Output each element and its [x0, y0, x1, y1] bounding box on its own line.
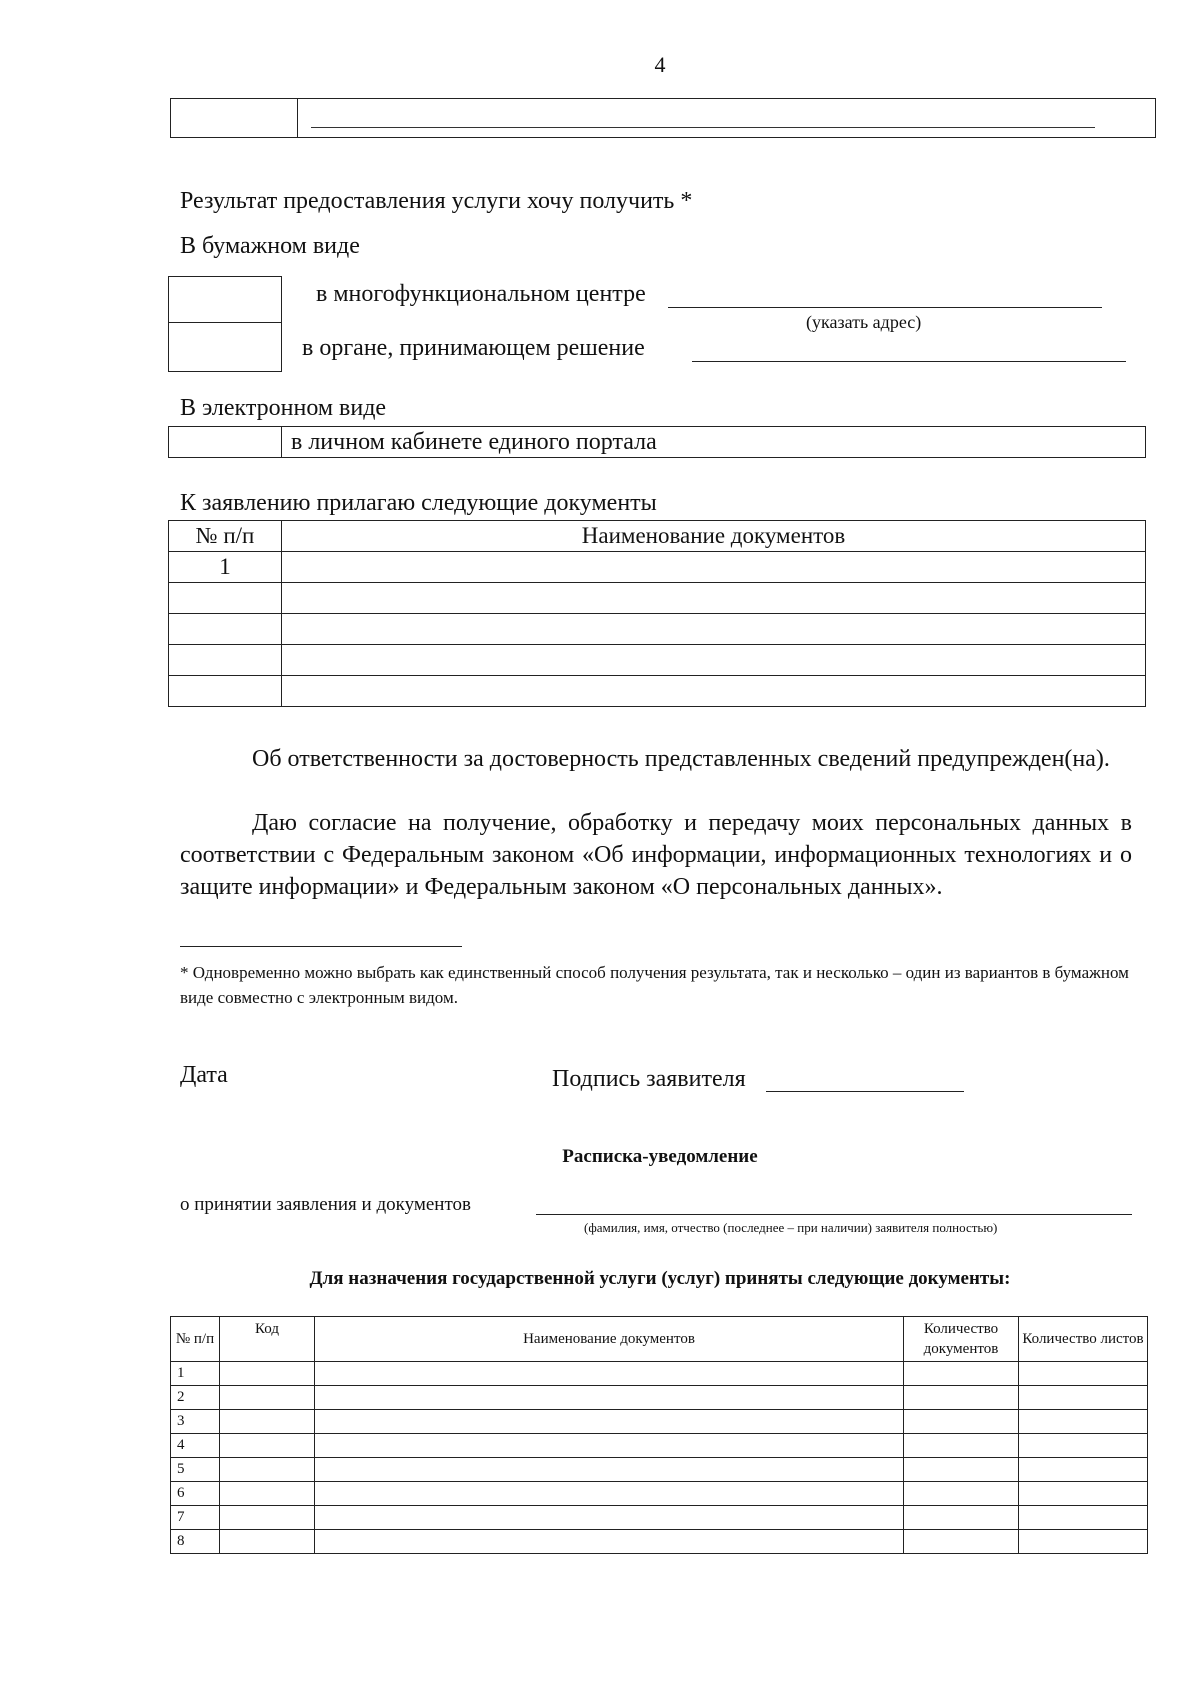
receipt-name-cell[interactable] [315, 1530, 904, 1554]
receipt-code-cell[interactable] [220, 1530, 315, 1554]
receipt-doc-count-cell[interactable] [904, 1482, 1019, 1506]
address-hint: (указать адрес) [806, 312, 922, 332]
footnote-separator [180, 946, 462, 947]
receipt-row [171, 1482, 1148, 1506]
attachment-num [169, 583, 282, 614]
receipt-col-name: Наименование документов [315, 1317, 904, 1362]
attachment-num [169, 614, 282, 645]
receipt-row [171, 1362, 1148, 1386]
receipt-sheet-count-cell[interactable] [1019, 1362, 1148, 1386]
receipt-name-cell[interactable] [315, 1434, 904, 1458]
receipt-sheet-count-cell[interactable] [1019, 1506, 1148, 1530]
receipt-doc-count-cell[interactable] [904, 1410, 1019, 1434]
responsibility-statement: Об ответственности за достоверность представленных сведений предупрежден(на). [252, 746, 1110, 772]
page-number: 4 [654, 52, 666, 77]
attachment-row [169, 552, 1146, 583]
paper-label: В бумажном виде [180, 233, 360, 259]
receipt-col-num: № п/п [171, 1317, 220, 1362]
receipt-code-cell[interactable] [220, 1458, 315, 1482]
option-portal-label: в личном кабинете единого портала [291, 429, 657, 455]
result-heading: Результат предоставления услуги хочу получить * [180, 188, 693, 214]
date-label: Дата [180, 1062, 228, 1088]
receipt-col-code: Код [220, 1317, 315, 1362]
attachments-heading: К заявлению прилагаю следующие документы [180, 490, 657, 516]
receipt-col-sheet-count: Количество листов [1019, 1317, 1148, 1362]
portal-checkbox[interactable] [168, 426, 282, 458]
applicant-name-line[interactable] [536, 1213, 1132, 1215]
receipt-title: Расписка-уведомление [562, 1146, 758, 1167]
receipt-row [171, 1506, 1148, 1530]
receipt-col-doc-count: Количество документов [904, 1317, 1019, 1362]
option-mfc-label: в многофункциональном центре [316, 281, 646, 307]
attachment-row [169, 583, 1146, 614]
receipt-doc-count-cell[interactable] [904, 1434, 1019, 1458]
receipt-name-cell[interactable] [315, 1482, 904, 1506]
receipt-subtitle: Для назначения государственной услуги (услуг) приняты следующие документы: [309, 1268, 1011, 1289]
receipt-row-num: 8 [171, 1530, 220, 1554]
attachment-name[interactable] [282, 645, 1146, 676]
receipt-sheet-count-cell[interactable] [1019, 1530, 1148, 1554]
receipt-sheet-count-cell[interactable] [1019, 1410, 1148, 1434]
attachment-num [169, 676, 282, 707]
receipt-doc-count-cell[interactable] [904, 1458, 1019, 1482]
portal-option-row [168, 426, 1146, 458]
receipt-code-cell[interactable] [220, 1506, 315, 1530]
receipt-doc-count-cell[interactable] [904, 1506, 1019, 1530]
receipt-name-cell[interactable] [315, 1386, 904, 1410]
receipt-row-num: 7 [171, 1506, 220, 1530]
attachment-name[interactable] [282, 583, 1146, 614]
receipt-row-num: 5 [171, 1458, 220, 1482]
attachment-row [169, 676, 1146, 707]
receipt-row-num: 3 [171, 1410, 220, 1434]
signature-label: Подпись заявителя [552, 1066, 746, 1092]
attachments-table [168, 520, 1146, 707]
acceptance-label: о принятии заявления и документов [180, 1194, 471, 1215]
receipt-row [171, 1458, 1148, 1482]
attachment-num [169, 645, 282, 676]
receipt-doc-count-cell[interactable] [904, 1530, 1019, 1554]
receipt-row-num: 4 [171, 1434, 220, 1458]
signature-line[interactable] [766, 1090, 964, 1092]
receipt-name-cell[interactable] [315, 1506, 904, 1530]
name-hint: (фамилия, имя, отчество (последнее – при наличии) заявителя полностью) [584, 1220, 998, 1235]
option-authority-label: в органе, принимающем решение [302, 335, 645, 361]
receipt-code-cell[interactable] [220, 1434, 315, 1458]
receipt-code-cell[interactable] [220, 1386, 315, 1410]
electronic-label: В электронном виде [180, 395, 387, 421]
col-num-header: № п/п [169, 521, 282, 552]
receipt-code-cell[interactable] [220, 1410, 315, 1434]
receipt-table [170, 1316, 1148, 1554]
receipt-doc-count-cell[interactable] [904, 1362, 1019, 1386]
attachment-name[interactable] [282, 676, 1146, 707]
col-name-header: Наименование документов [282, 521, 1146, 552]
authority-line[interactable] [692, 360, 1126, 362]
receipt-row-num: 1 [171, 1362, 220, 1386]
receipt-row [171, 1410, 1148, 1434]
receipt-row [171, 1434, 1148, 1458]
top-continuation-box [170, 98, 1156, 138]
receipt-name-cell[interactable] [315, 1410, 904, 1434]
receipt-name-cell[interactable] [315, 1458, 904, 1482]
consent-statement: Даю согласие на получение, обработку и передачу моих персональных данных в соответствии с Федеральным законом «Об информации, информационных технологиях и о защите информации» и Федеральным законом «О персональных данных». [180, 810, 1132, 900]
receipt-doc-count-cell[interactable] [904, 1386, 1019, 1410]
attachment-row [169, 614, 1146, 645]
receipt-row [171, 1530, 1148, 1554]
attachment-num: 1 [169, 552, 282, 583]
mfc-address-line[interactable] [668, 306, 1102, 308]
footnote: * Одновременно можно выбрать как единственный способ получения результата, так и несколько – один из вариантов в бумажном виде совместно с электронным видом. [180, 963, 1129, 1007]
receipt-code-cell[interactable] [220, 1482, 315, 1506]
receipt-sheet-count-cell[interactable] [1019, 1386, 1148, 1410]
receipt-sheet-count-cell[interactable] [1019, 1434, 1148, 1458]
receipt-code-cell[interactable] [220, 1362, 315, 1386]
box-fill-line [311, 127, 1095, 128]
receipt-sheet-count-cell[interactable] [1019, 1482, 1148, 1506]
authority-checkbox[interactable] [168, 322, 282, 372]
attachment-name[interactable] [282, 614, 1146, 645]
receipt-name-cell[interactable] [315, 1362, 904, 1386]
attachment-row [169, 645, 1146, 676]
box-divider [297, 99, 298, 137]
receipt-row [171, 1386, 1148, 1410]
receipt-sheet-count-cell[interactable] [1019, 1458, 1148, 1482]
receipt-row-num: 6 [171, 1482, 220, 1506]
mfc-checkbox[interactable] [168, 276, 282, 324]
receipt-row-num: 2 [171, 1386, 220, 1410]
attachment-name[interactable] [282, 552, 1146, 583]
